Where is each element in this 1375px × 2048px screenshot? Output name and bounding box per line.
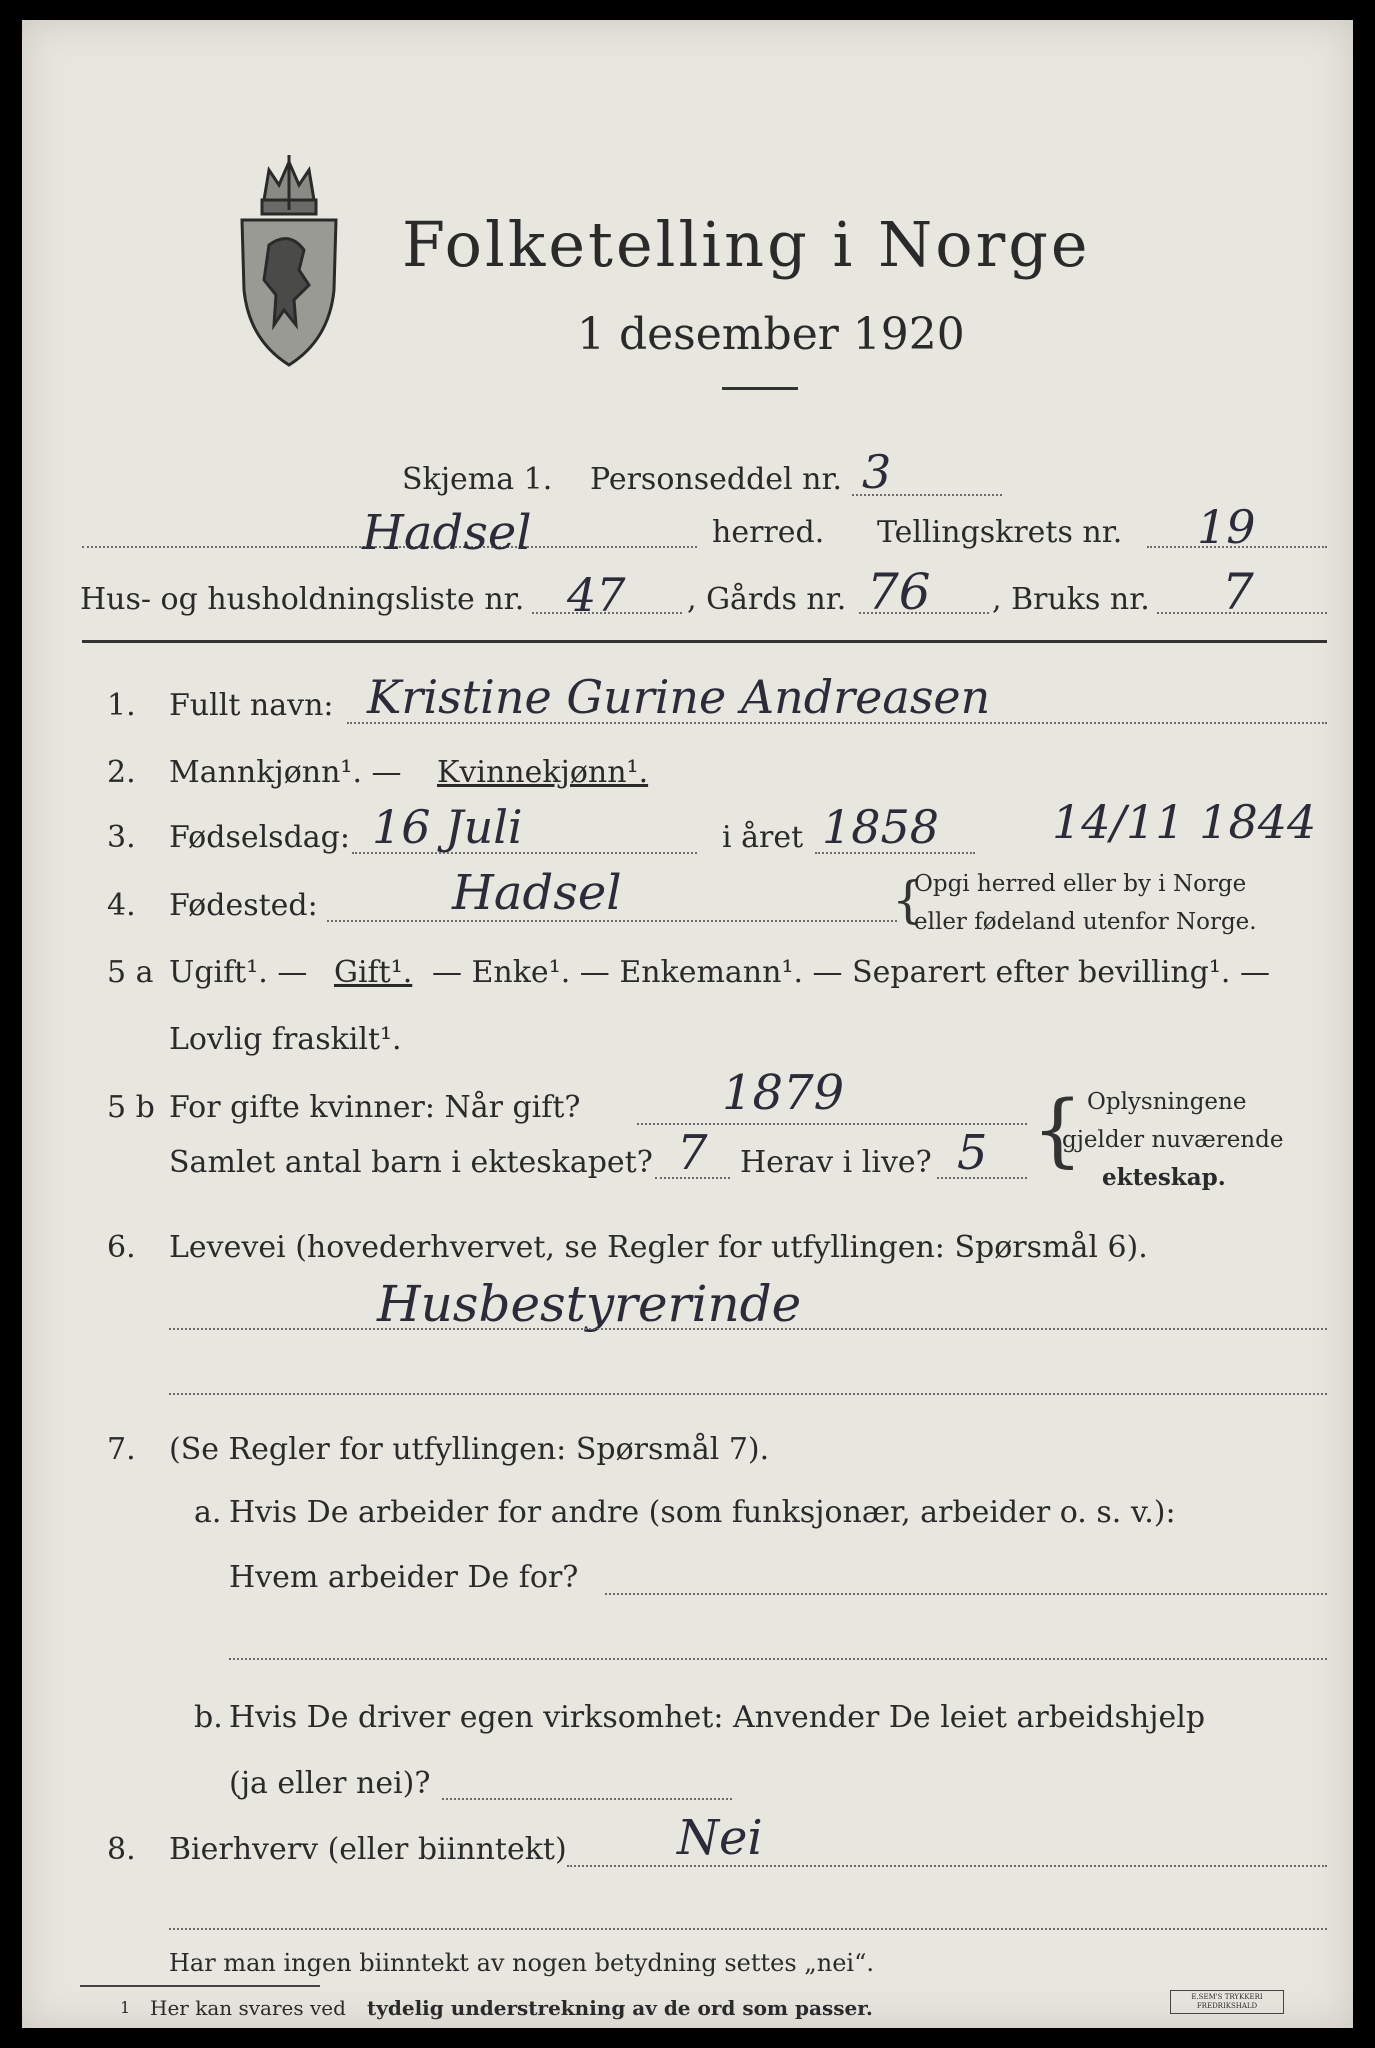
norwegian-coat-of-arms-icon <box>234 150 344 375</box>
q5a-ugift[interactable]: Ugift¹. — <box>169 955 308 990</box>
q5b-barn-value[interactable]: 7 <box>677 1125 708 1181</box>
q6-label: Levevei (hovederhvervet, se Regler for utfyllingen: Spørsmål 6). <box>169 1230 1148 1265</box>
form-title: Folketelling i Norge <box>402 208 1091 281</box>
form-date: 1 desember 1920 <box>577 309 965 360</box>
q5a-fraskilt[interactable]: Lovlig fraskilt¹. <box>169 1022 402 1057</box>
q7-label: (Se Regler for utfyllingen: Spørsmål 7). <box>169 1432 770 1467</box>
q5b-live-value[interactable]: 5 <box>957 1125 988 1181</box>
q8-secondary-income-value[interactable]: Nei <box>677 1810 763 1866</box>
q5b-live-label: Herav i live? <box>740 1145 932 1180</box>
q5b-note-2: gjelder nuværende <box>1062 1127 1284 1153</box>
q5b-barn-label: Samlet antal barn i ekteskapet? <box>169 1145 653 1180</box>
q4-birthplace-value[interactable]: Hadsel <box>452 865 622 921</box>
q5a-gift-underlined[interactable]: Gift¹. <box>334 955 413 990</box>
q7a-text: Hvis De arbeider for andre (som funksjonær, arbeider o. s. v.): <box>229 1495 1176 1530</box>
q2-mannkjonn[interactable]: Mannkjønn¹. — <box>169 755 402 790</box>
q7b-answer-line[interactable] <box>442 1798 732 1800</box>
q3-extra-date-value[interactable]: 14/11 1844 <box>1052 795 1317 849</box>
q5b-label: For gifte kvinner: Når gift? <box>169 1090 581 1125</box>
personseddel-label: Personseddel nr. <box>590 462 843 497</box>
q5a-rest[interactable]: — Enke¹. — Enkemann¹. — Separert efter bevilling¹. — <box>432 955 1270 990</box>
footer-note: Har man ingen biinntekt av nogen betydning settes „nei“. <box>169 1949 874 1977</box>
footnote-rule <box>80 1985 320 1987</box>
gards-label: , Gårds nr. <box>687 582 847 617</box>
personseddel-value[interactable]: 3 <box>862 445 892 499</box>
q7b-question: (ja eller nei)? <box>229 1766 431 1801</box>
title-divider <box>722 387 798 390</box>
q8-label: Bierhverv (eller biinntekt) <box>169 1832 567 1867</box>
bruks-value[interactable]: 7 <box>1222 563 1254 621</box>
census-form: Folketelling i Norge 1 desember 1920 Skjema 1. Personseddel nr. 3 Hadsel herred. Tellingskrets nr. 19 Hus- og husholdningsliste nr. 47 , Gårds nr. 76 , Bruks nr. 7 1. Fullt navn: Kristine Gurine Andreasen 2. Mannkjønn¹. — Kvinnekjønn¹. 3. Fødselsdag: 16 Juli i året 1858 14/11 1844 4. Fødested: Hadsel { Opgi herred eller by i Norge eller fødeland utenfor Norge. 5 a Ugift¹. — Gift¹. — Enke¹. — Enkemann¹. — Separert efter bevilling¹. — Lovlig fraskilt¹. 5 b For gifte kvinner: Når gift? 1879 Samlet antal barn i ekteskapet? 7 Herav i live? 5 { Oplysningene gjelder nuværende ekteskap. 6. Levevei (hovederhvervet, se Regler for utfyllingen: Spørsmål 6). Husbestyrerinde 7. (Se Regler for utfyllingen: Spørsmål 7). a. Hvis De arbeider for andre (som funksjonær, arbeider o. s. v.): Hvem arbeider De for? b. Hvis De driver egen virksomhet: Anvender De leiet arbeidshjelp (ja eller nei)? 8. Bierhverv (eller biinntekt) Nei Har man ingen biinntekt av nogen betydning settes „nei“. 1 Her kan svares ved tydelig understrekning av de ord som passer. E.SEM'S TRYKKERI FREDRIKSHALD <box>22 20 1353 2028</box>
q1-full-name-value[interactable]: Kristine Gurine Andreasen <box>367 670 991 724</box>
footnote-text-b: tydelig understrekning av de ord som passer. <box>367 1996 873 2020</box>
q3-birthday-value[interactable]: 16 Juli <box>372 800 523 854</box>
herred-label: herred. <box>712 515 825 550</box>
q7b-text: Hvis De driver egen virksomhet: Anvender De leiet arbeidshjelp <box>229 1700 1206 1735</box>
q5b-married-value[interactable]: 1879 <box>722 1065 845 1121</box>
husholdning-value[interactable]: 47 <box>567 568 626 622</box>
skjema-label: Skjema 1. <box>402 462 553 497</box>
bruks-label: , Bruks nr. <box>992 582 1150 617</box>
q2-kvinnekjonn-underlined[interactable]: Kvinnekjønn¹. <box>437 755 649 790</box>
husholdning-label: Hus- og husholdningsliste nr. <box>80 582 525 617</box>
q6-occupation-value[interactable]: Husbestyrerinde <box>377 1275 802 1333</box>
q5b-note-3: ekteskap. <box>1102 1164 1226 1191</box>
q3-year-value[interactable]: 1858 <box>822 800 940 854</box>
q1-label: Fullt navn: <box>169 688 334 723</box>
q3-label: Fødselsdag: <box>169 820 350 855</box>
q4-note-2: eller fødeland utenfor Norge. <box>914 909 1257 935</box>
q4-note-1: Opgi herred eller by i Norge <box>914 871 1247 897</box>
q5b-note-1: Oplysningene <box>1087 1089 1247 1115</box>
printer-stamp: E.SEM'S TRYKKERI FREDRIKSHALD <box>1170 1990 1284 2014</box>
header-rule <box>82 640 1327 643</box>
herred-value[interactable]: Hadsel <box>362 505 532 561</box>
q3-year-label: i året <box>722 820 804 855</box>
gards-value[interactable]: 76 <box>867 563 931 621</box>
q7a-question: Hvem arbeider De for? <box>229 1560 579 1595</box>
tellingskrets-label: Tellingskrets nr. <box>877 515 1123 550</box>
q4-label: Fødested: <box>169 888 318 923</box>
tellingskrets-value[interactable]: 19 <box>1197 500 1256 554</box>
q7a-answer-line[interactable] <box>605 1593 1327 1595</box>
footnote-text-a: Her kan svares ved <box>150 1996 346 2020</box>
